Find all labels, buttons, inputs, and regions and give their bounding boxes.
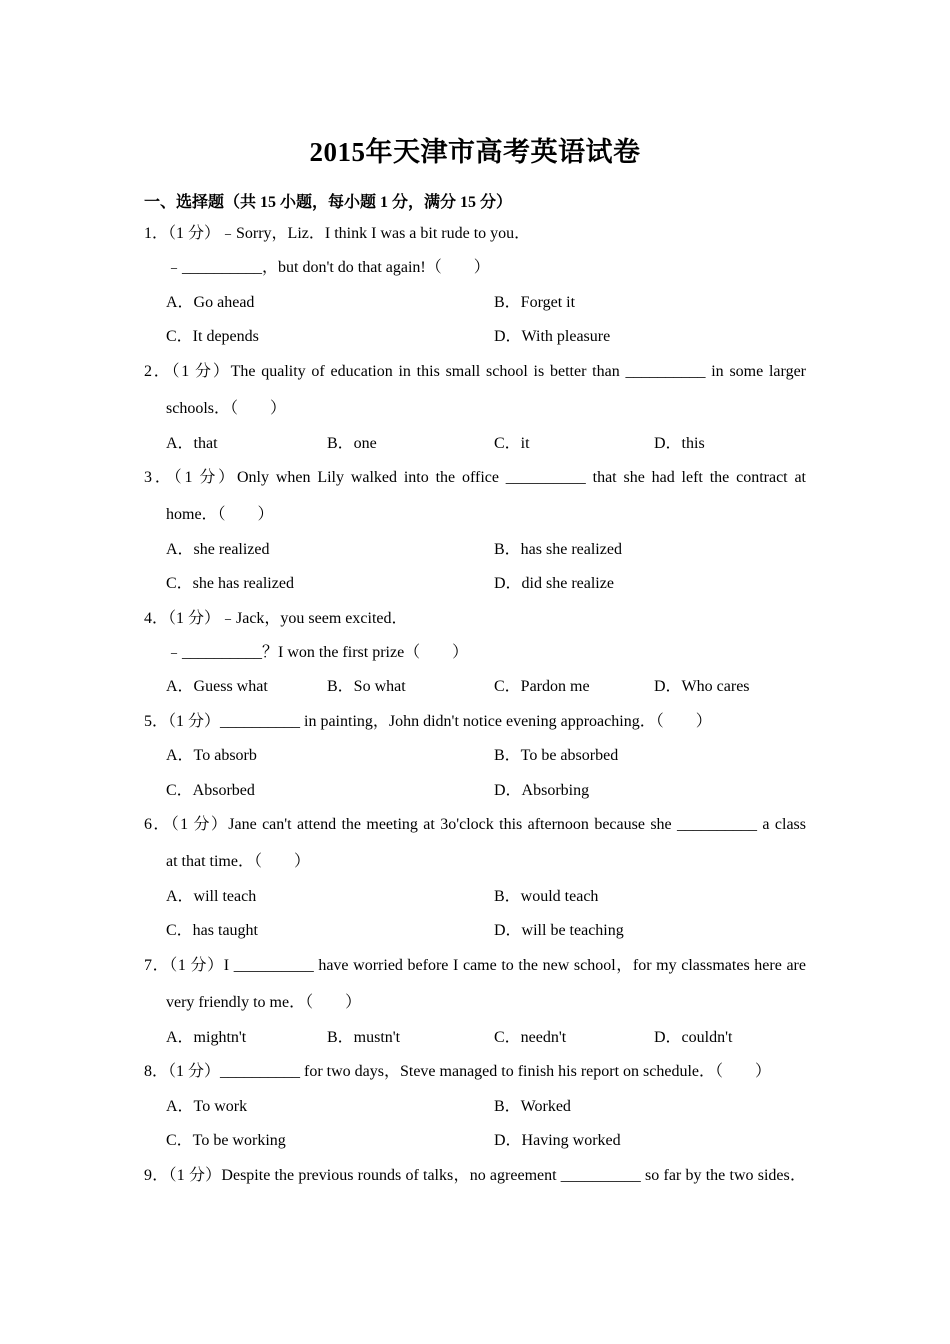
question-1-stem: 1．（1 分）﹣Sorry，Liz．I think I was a bit rude to you． bbox=[144, 225, 531, 242]
exam-title: 2015年天津市高考英语试卷 bbox=[309, 137, 641, 167]
question-3-stem-cont: home．（ ） bbox=[166, 506, 274, 523]
section-heading: 一、选择题（共 15 小题，每小题 1 分，满分 15 分） bbox=[144, 194, 513, 211]
question-1-option-d[interactable]: D．With pleasure bbox=[494, 328, 611, 345]
question-8-stem: 8．（1 分）__________ for two days，Steve managed to finish his report on schedule．（ ） bbox=[144, 1063, 772, 1080]
question-2-option-d[interactable]: D．this bbox=[654, 435, 705, 452]
question-6-stem: 6．（1 分）Jane can't attend the meeting at 3o'clock this afternoon because she __________ a class bbox=[144, 816, 806, 833]
question-7-stem-cont: very friendly to me．（ ） bbox=[166, 994, 362, 1011]
question-1-option-b[interactable]: B．Forget it bbox=[494, 294, 576, 311]
question-4-option-c[interactable]: C．Pardon me bbox=[494, 678, 590, 695]
question-1-option-a[interactable]: A．Go ahead bbox=[166, 294, 255, 311]
question-4-stem: 4．（1 分）﹣Jack，you seem excited． bbox=[144, 610, 408, 627]
question-8-option-c[interactable]: C．To be working bbox=[166, 1132, 286, 1149]
question-1-option-c[interactable]: C．It depends bbox=[166, 328, 259, 345]
question-6-option-b[interactable]: B．would teach bbox=[494, 888, 599, 905]
question-4-reply: ﹣__________？I won the first prize（ ） bbox=[166, 644, 469, 661]
question-5-option-d[interactable]: D．Absorbing bbox=[494, 782, 590, 799]
question-3-stem: 3．（1 分）Only when Lily walked into the office __________ that she had left the contract at bbox=[144, 469, 806, 486]
question-1-reply: ﹣__________，but don't do that again!（ ） bbox=[166, 259, 490, 276]
question-5-stem: 5．（1 分）__________ in painting，John didn't notice evening approaching．（ ） bbox=[144, 713, 712, 730]
question-2-option-a[interactable]: A．that bbox=[166, 435, 218, 452]
question-6-option-c[interactable]: C．has taught bbox=[166, 922, 258, 939]
question-7-stem: 7．（1 分）I __________ have worried before I came to the new school，for my classmates here are bbox=[144, 957, 806, 974]
question-2-stem: 2．（1 分）The quality of education in this small school is better than __________ in some larger bbox=[144, 363, 806, 380]
question-2-stem-cont: schools．（ ） bbox=[166, 400, 287, 417]
question-7-option-c[interactable]: C．needn't bbox=[494, 1029, 567, 1046]
question-5-option-b[interactable]: B．To be absorbed bbox=[494, 747, 619, 764]
question-6-option-a[interactable]: A．will teach bbox=[166, 888, 257, 905]
question-6-option-d[interactable]: D．will be teaching bbox=[494, 922, 624, 939]
question-4-option-d[interactable]: D．Who cares bbox=[654, 678, 750, 695]
question-7-option-b[interactable]: B．mustn't bbox=[327, 1029, 401, 1046]
question-3-option-d[interactable]: D．did she realize bbox=[494, 575, 614, 592]
question-3-option-c[interactable]: C．she has realized bbox=[166, 575, 294, 592]
question-4-option-b[interactable]: B．So what bbox=[327, 678, 406, 695]
question-4-option-a[interactable]: A．Guess what bbox=[166, 678, 268, 695]
question-5-option-a[interactable]: A．To absorb bbox=[166, 747, 257, 764]
question-2-option-c[interactable]: C．it bbox=[494, 435, 530, 452]
question-8-option-d[interactable]: D．Having worked bbox=[494, 1132, 621, 1149]
question-3-option-b[interactable]: B．has she realized bbox=[494, 541, 622, 558]
question-2-option-b[interactable]: B．one bbox=[327, 435, 377, 452]
question-8-option-a[interactable]: A．To work bbox=[166, 1098, 248, 1115]
question-8-option-b[interactable]: B．Worked bbox=[494, 1098, 571, 1115]
question-3-option-a[interactable]: A．she realized bbox=[166, 541, 270, 558]
question-9-stem: 9．（1 分）Despite the previous rounds of talks，no agreement __________ so far by the two sides． bbox=[144, 1167, 806, 1184]
question-5-option-c[interactable]: C．Absorbed bbox=[166, 782, 255, 799]
question-7-option-a[interactable]: A．mightn't bbox=[166, 1029, 247, 1046]
question-6-stem-cont: at that time．（ ） bbox=[166, 853, 310, 870]
question-7-option-d[interactable]: D．couldn't bbox=[654, 1029, 733, 1046]
